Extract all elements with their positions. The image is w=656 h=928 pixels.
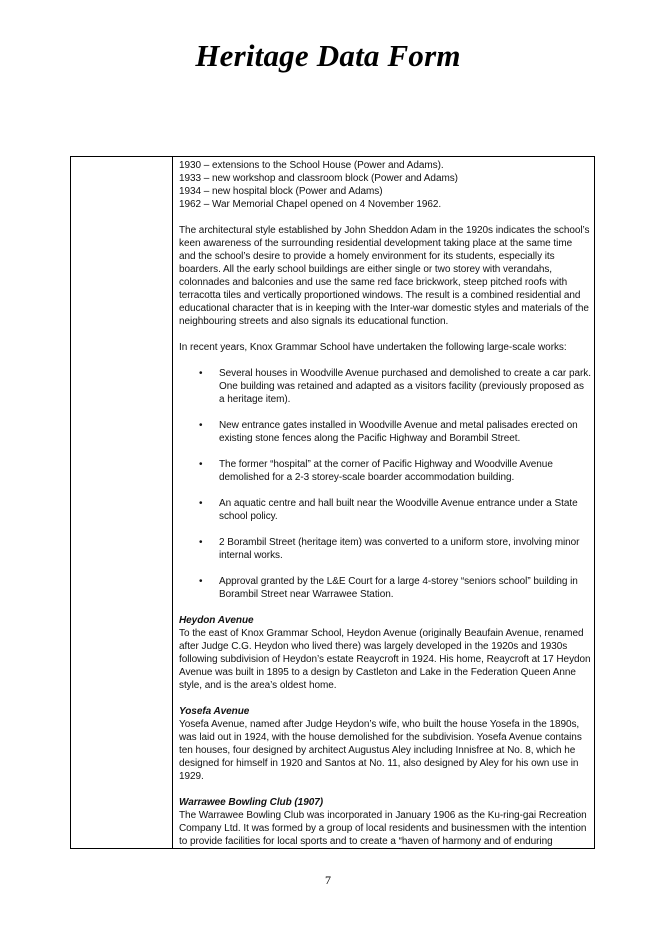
- section-body-heydon-avenue: To the east of Knox Grammar School, Heydon Avenue (originally Beaufain Avenue, renamed after Judge C.G. Heydon who lived there) was largely developed in the 1920s and 1930s following subdivision of Heydon’s estate Reaycroft in 1924. His home, Reaycroft at 17 Heydon Avenue was built in 1895 to a design by Castleton and Lake in the Federation Queen Anne style, and is the area’s oldest home.: [179, 628, 591, 691]
- list-item: • An aquatic centre and hall built near the Woodville Avenue entrance under a State school policy.: [199, 498, 578, 522]
- bullet-icon: •: [199, 368, 203, 379]
- section-heading-yosefa-avenue: Yosefa Avenue: [179, 706, 250, 717]
- section-body-yosefa-avenue: Yosefa Avenue, named after Judge Heydon’s wife, who built the house Yosefa in the 1890s, was laid out in 1924, with the house demolished for the subdivision. Yosefa Avenue contains ten houses, four designed by architect Augustus Aley including Innisfree at No. 8, which he designed for himself in 1920 and Santos at No. 11, also designed by Aley for his own use in 1929.: [179, 719, 582, 782]
- bullet-icon: •: [199, 459, 203, 470]
- history-timeline: [179, 159, 591, 211]
- timeline-entry: 1930 – extensions to the School House (Power and Adams).: [179, 160, 444, 171]
- timeline-entry: 1962 – War Memorial Chapel opened on 4 November 1962.: [179, 199, 442, 210]
- page-title: Heritage Data Form: [195, 38, 461, 73]
- list-item: • Approval granted by the L&E Court for a large 4-storey “seniors school” building in Borambil Street near Warrawee Station.: [199, 576, 578, 600]
- section-heading-bowling-club: Warrawee Bowling Club (1907): [179, 797, 324, 808]
- timeline-entry: 1934 – new hospital block (Power and Adams): [179, 186, 383, 197]
- list-item: • 2 Borambil Street (heritage item) was converted to a uniform store, involving minor internal works.: [199, 537, 580, 561]
- bullet-icon: •: [199, 537, 203, 548]
- bullet-icon: •: [199, 576, 203, 587]
- recent-works-intro: In recent years, Knox Grammar School have undertaken the following large-scale works:: [179, 342, 567, 353]
- recent-works-list: [179, 367, 591, 601]
- architecture-paragraph: The architectural style established by John Sheddon Adam in the 1920s indicates the school’s keen awareness of the surrounding residential development taking place at the same time and the school’s desire to provide a homely environment for its students, especially its boarders. All the early school buildings are either single or two storey with verandahs, colonnades and balconies and use the same red face brickwork, steep pitched roofs with terracotta tiles and vertically proportioned windows. The result is a combined residential and educational character that is in keeping with the Inter-war domestic styles and materials of the neighbouring streets and also signals its educational function.: [179, 225, 590, 327]
- bullet-icon: •: [199, 498, 203, 509]
- list-item: • Several houses in Woodville Avenue purchased and demolished to create a car park. One building was retained and adapted as a visitors facility (previously proposed as a heritage item).: [199, 368, 591, 405]
- content-column: [174, 157, 594, 848]
- section-body-bowling-club: The Warrawee Bowling Club was incorporated in January 1906 as the Ku-ring-gai Recreation Company Ltd. It was formed by a group of local residents and businessmen with the intention to provide facilities for local sports and to create a “haven of harmony and of enduring: [179, 810, 587, 847]
- timeline-entry: 1933 – new workshop and classroom block (Power and Adams): [179, 173, 458, 184]
- list-item: • The former “hospital” at the corner of Pacific Highway and Woodville Avenue demolished for a 2-3 storey-scale boarder accommodation building.: [199, 459, 553, 483]
- page-number: 7: [325, 873, 331, 887]
- label-column: [71, 157, 173, 848]
- list-item: • New entrance gates installed in Woodville Avenue and metal palisades erected on existing stone fences along the Pacific Highway and Borambil Street.: [199, 420, 578, 444]
- bullet-icon: •: [199, 420, 203, 431]
- section-heading-heydon-avenue: Heydon Avenue: [179, 615, 254, 626]
- heritage-form-table: [70, 156, 595, 849]
